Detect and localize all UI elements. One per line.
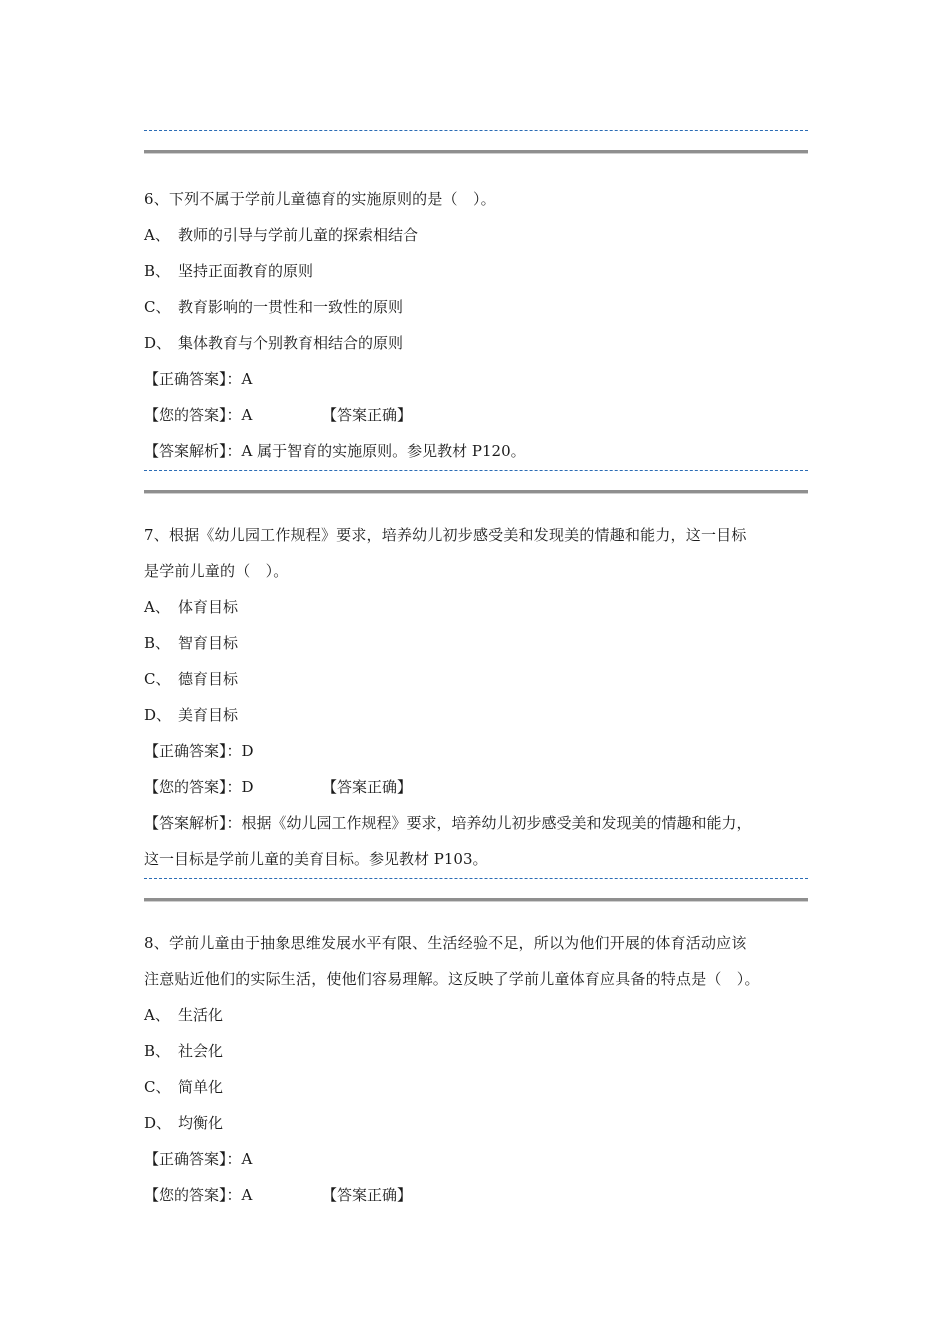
correct-answer — [144, 369, 252, 389]
analysis-text: 根据《幼儿园工作规程》要求，培养幼儿初步感受美和发现美的情趣和能力， — [241, 814, 752, 832]
question-stem-cont: 注意贴近他们的实际生活，使他们容易理解。这反映了学前儿童体育应具备的特点是（ ）。 — [144, 970, 760, 988]
answer-analysis — [144, 441, 526, 461]
option-label: A、 — [144, 1006, 170, 1024]
option-label: B、 — [144, 262, 171, 280]
option-d — [144, 333, 403, 353]
option-label: B、 — [144, 634, 171, 652]
option-text: 教师的引导与学前儿童的探索相结合 — [178, 226, 419, 244]
correct-answer-value: A — [241, 370, 253, 388]
option-label: C、 — [144, 670, 171, 688]
option-b — [144, 633, 238, 653]
question-stem: 7、根据《幼儿园工作规程》要求，培养幼儿初步感受美和发现美的情趣和能力，这一目标 — [144, 526, 747, 544]
option-text: 社会化 — [178, 1042, 224, 1060]
option-label: A、 — [144, 598, 170, 616]
correct-answer — [144, 1149, 252, 1169]
option-label: A、 — [144, 226, 170, 244]
option-text: 德育目标 — [178, 670, 239, 688]
correct-answer-label: 【正确答案】： — [144, 742, 242, 760]
correct-answer-value: D — [241, 742, 254, 760]
your-answer — [144, 777, 808, 797]
answer-analysis-cont: 这一目标是学前儿童的美育目标。参见教材 P103。 — [144, 850, 488, 868]
correct-answer-label: 【正确答案】： — [144, 1150, 242, 1168]
answer-status: 【答案正确】 — [322, 778, 413, 796]
your-answer-label: 【您的答案】： — [144, 406, 242, 424]
option-c — [144, 297, 403, 317]
option-label: D、 — [144, 706, 172, 724]
correct-answer-value: A — [241, 1150, 253, 1168]
your-answer-label: 【您的答案】： — [144, 1186, 242, 1204]
option-label: C、 — [144, 298, 171, 316]
correct-answer — [144, 741, 254, 761]
option-text: 教育影响的一贯性和一致性的原则 — [178, 298, 404, 316]
analysis-label: 【答案解析】： — [144, 442, 242, 460]
option-text: 美育目标 — [178, 706, 239, 724]
option-text: 均衡化 — [178, 1114, 224, 1132]
analysis-text: A 属于智育的实施原则。参见教材 P120。 — [241, 442, 526, 460]
your-answer-value: A — [241, 406, 253, 424]
correct-answer-label: 【正确答案】： — [144, 370, 242, 388]
your-answer-value: D — [241, 778, 254, 796]
option-c — [144, 1077, 223, 1097]
separator — [144, 878, 808, 904]
option-text: 生活化 — [178, 1006, 224, 1024]
option-text: 智育目标 — [178, 634, 239, 652]
your-answer — [144, 1185, 808, 1205]
analysis-label: 【答案解析】： — [144, 814, 242, 832]
option-a — [144, 1005, 223, 1025]
option-a — [144, 225, 418, 245]
option-text: 坚持正面教育的原则 — [178, 262, 314, 280]
option-label: D、 — [144, 334, 172, 352]
option-text: 简单化 — [178, 1078, 224, 1096]
question-stem-cont: 是学前儿童的（ ）。 — [144, 562, 289, 580]
answer-status: 【答案正确】 — [322, 406, 413, 424]
option-d — [144, 1113, 223, 1133]
question-stem: 6、下列不属于学前儿童德育的实施原则的是（ ）。 — [144, 190, 496, 208]
option-b — [144, 261, 313, 281]
answer-analysis — [144, 813, 752, 833]
option-label: B、 — [144, 1042, 171, 1060]
answer-status: 【答案正确】 — [322, 1186, 413, 1204]
option-b — [144, 1041, 223, 1061]
option-a — [144, 597, 238, 617]
option-label: D、 — [144, 1114, 172, 1132]
separator — [144, 130, 808, 156]
your-answer-label: 【您的答案】： — [144, 778, 242, 796]
question-stem: 8、学前儿童由于抽象思维发展水平有限、生活经验不足，所以为他们开展的体育活动应该 — [144, 934, 747, 952]
option-text: 集体教育与个别教育相结合的原则 — [178, 334, 404, 352]
option-d — [144, 705, 238, 725]
separator — [144, 470, 808, 496]
your-answer — [144, 405, 808, 425]
option-text: 体育目标 — [178, 598, 239, 616]
your-answer-value: A — [241, 1186, 253, 1204]
option-c — [144, 669, 238, 689]
option-label: C、 — [144, 1078, 171, 1096]
